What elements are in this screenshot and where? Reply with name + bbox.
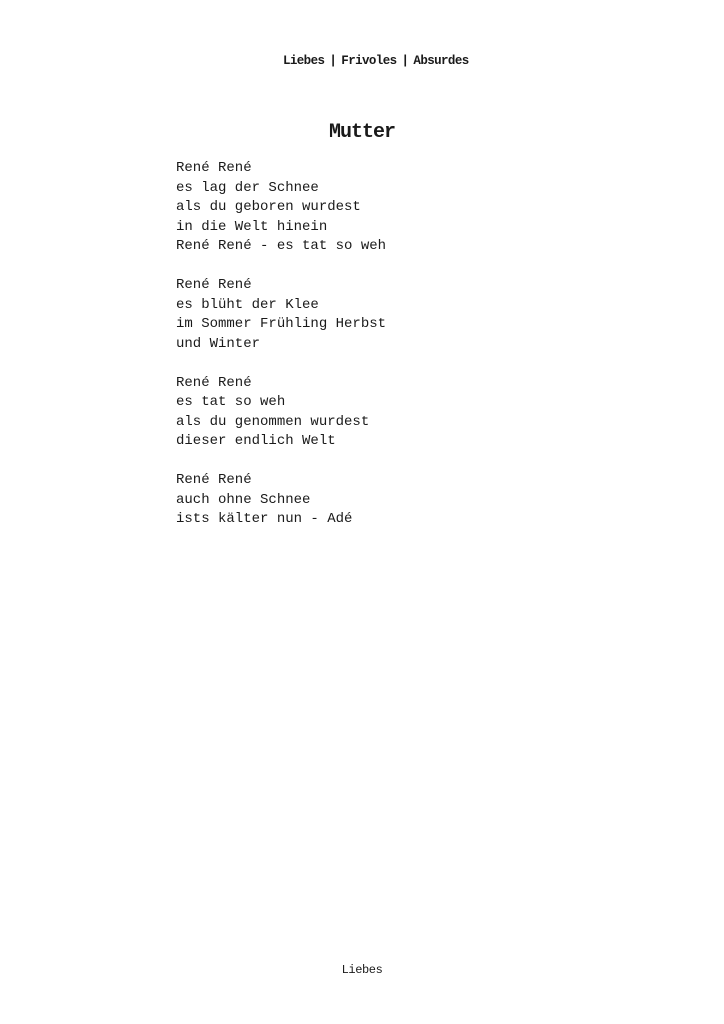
poem-line: dieser endlich Welt (176, 433, 336, 449)
header-category-label: Liebes (282, 54, 325, 68)
poem-line: auch ohne Schnee (176, 491, 311, 508)
poem-line: in die Welt hinein (176, 218, 328, 235)
poem-title: Mutter (328, 121, 395, 144)
poem-line: als du genommen wurdest (176, 413, 370, 430)
header-separator: | (401, 54, 409, 68)
footer-category-label: Liebes (341, 963, 383, 977)
poem-line: René René (176, 277, 252, 293)
poem-line: ists kälter nun - Adé (176, 511, 353, 527)
poem-line: René René - es tat so weh (176, 238, 387, 254)
header-categories (0, 40, 724, 82)
poem-line: im Sommer Frühling Herbst (176, 316, 387, 332)
header-category-label: Frivoles (341, 54, 397, 68)
poem-line: René René (176, 472, 252, 488)
poem-line: als du geboren wurdest (176, 199, 361, 215)
poem-line: es blüht der Klee (176, 296, 319, 313)
poem-stanza (176, 159, 386, 257)
poem-line: und Winter (176, 335, 261, 352)
poem-line: es tat so weh (176, 394, 286, 410)
poem-line: René René (176, 374, 252, 391)
poem-line: es lag der Schnee (176, 179, 319, 196)
poem-stanza (176, 276, 386, 354)
poem (176, 159, 386, 549)
header-separator: | (329, 54, 337, 68)
poem-stanza (176, 471, 386, 530)
poem-line: René René (176, 160, 252, 176)
header-category-label: Absurdes (413, 54, 469, 68)
poem-stanza (176, 374, 386, 452)
